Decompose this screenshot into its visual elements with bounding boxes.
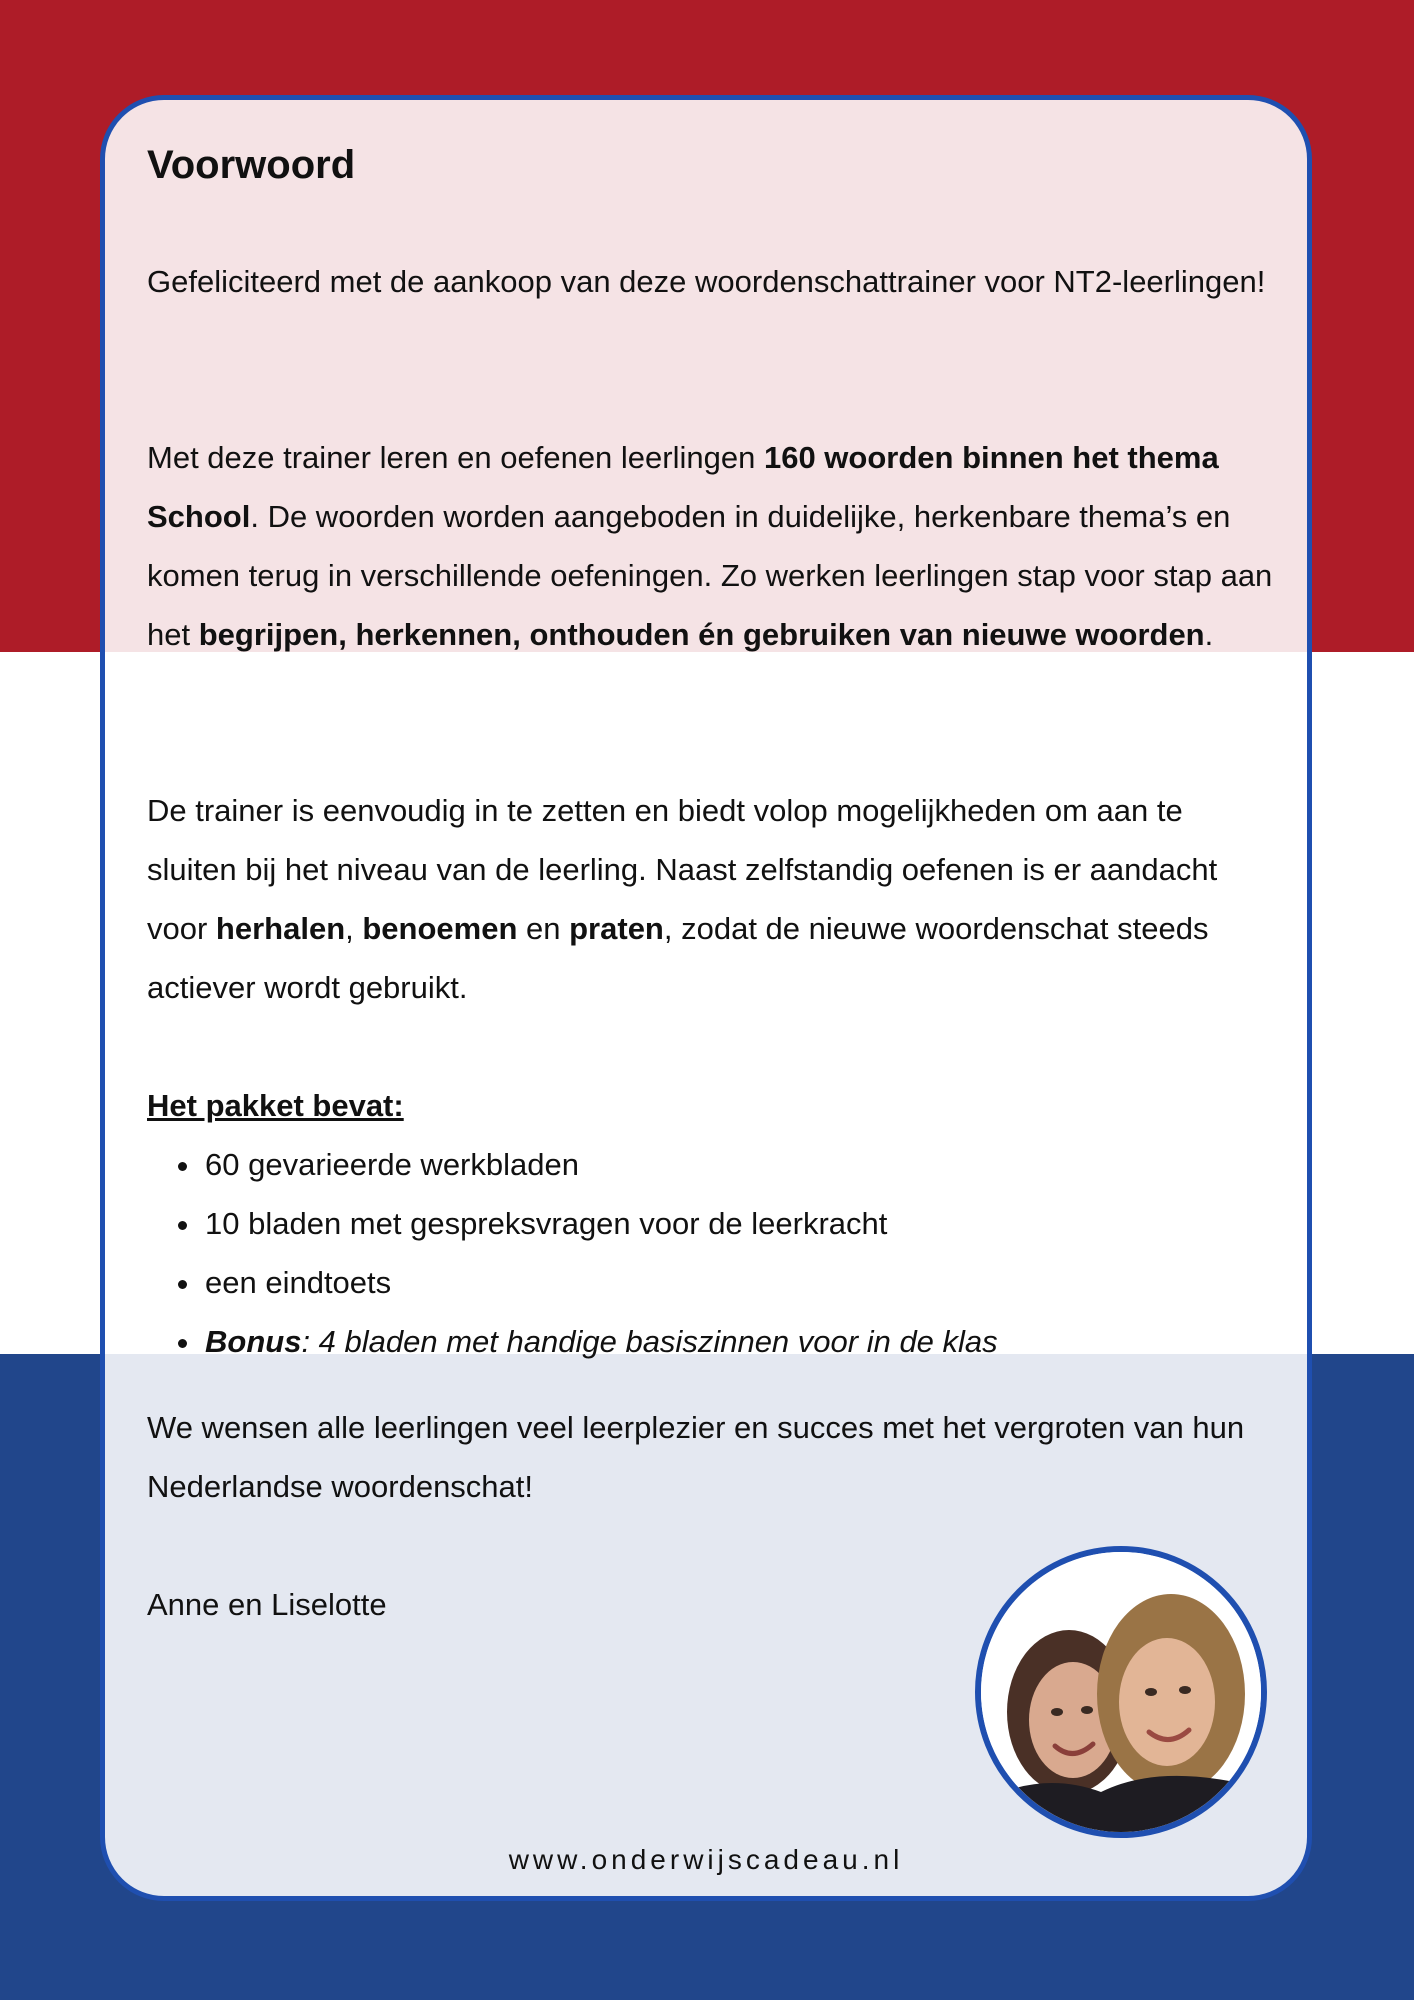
contents-heading: Het pakket bevat:	[147, 1088, 404, 1123]
text-span: Met deze trainer leren en oefenen leerlingen	[147, 440, 764, 475]
bonus-list-item	[203, 1312, 998, 1371]
authors-photo	[975, 1546, 1267, 1838]
text-span: ,	[345, 911, 363, 946]
foreword-card	[100, 95, 1312, 1901]
text-span: . De woorden worden aangeboden in duidelijke, herkenbare thema’s en komen terug in verschillende oefeningen. Zo werken leerlingen stap voor stap aan het	[147, 499, 1273, 652]
list-item: • een eindtoets	[203, 1253, 998, 1312]
bold-span: praten	[569, 911, 664, 946]
bold-span: benoemen	[362, 911, 518, 946]
signature: Anne en Liselotte	[147, 1587, 387, 1622]
page-title: Voorwoord	[147, 143, 356, 187]
list-item: • 60 gevarieerde werkbladen	[203, 1135, 998, 1194]
bonus-label: Bonus	[205, 1324, 302, 1359]
usage-paragraph	[147, 781, 1277, 1017]
bold-span: herhalen	[215, 911, 346, 946]
text-span: , zodat de nieuwe woordenschat steeds actiever wordt gebruikt.	[147, 911, 1209, 1005]
authors-photo-illustration	[981, 1552, 1261, 1832]
text-span: .	[1204, 617, 1214, 652]
website-url: www.onderwijscadeau.nl	[508, 1844, 904, 1875]
list-item: • 10 bladen met gespreksvragen voor de leerkracht	[203, 1194, 998, 1253]
intro-paragraph: Gefeliciteerd met de aankoop van deze woordenschattrainer voor NT2-leerlingen!	[147, 264, 1266, 299]
bonus-text: : 4 bladen met handige basiszinnen voor in de klas	[301, 1324, 998, 1359]
text-span: De trainer is eenvoudig in te zetten en biedt volop mogelijkheden om aan te sluiten bij het niveau van de leerling. Naast zelfstandig oefenen is er aandacht voor	[147, 793, 1218, 946]
text-span: en	[517, 911, 570, 946]
contents-list	[147, 1135, 998, 1371]
description-paragraph	[147, 428, 1277, 664]
closing-paragraph: We wensen alle leerlingen veel leerplezier en succes met het vergroten van hun Nederlandse woordenschat!	[147, 1410, 1245, 1504]
bold-span: 160 woorden binnen het thema School	[147, 440, 1219, 534]
bold-span: begrijpen, herkennen, onthouden én gebruiken van nieuwe woorden	[198, 617, 1205, 652]
